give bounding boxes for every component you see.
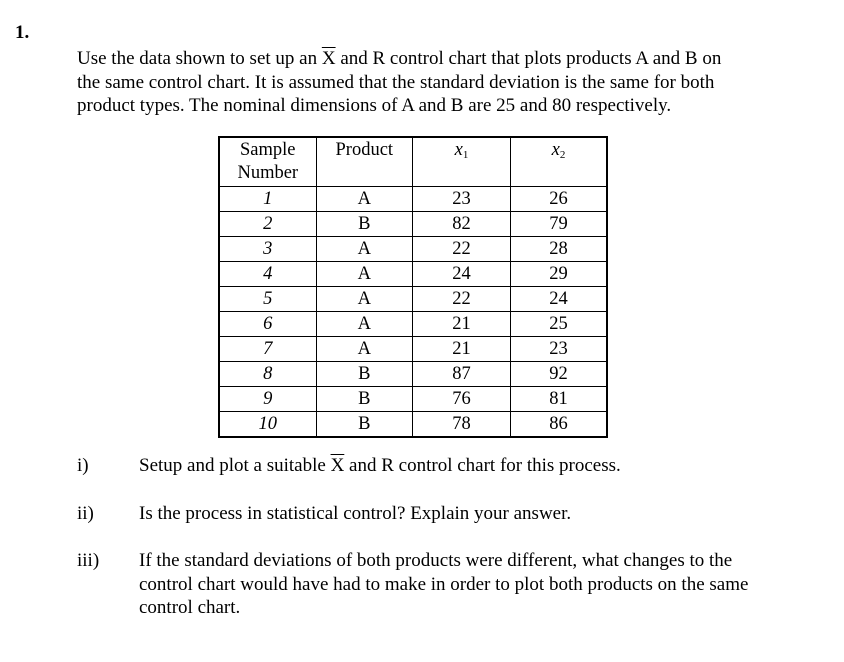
question-number: 1. <box>15 22 30 43</box>
cell-x1: 22 <box>413 287 511 312</box>
x-bar-symbol: $\overline{X}$ <box>330 455 345 476</box>
cell-product: B <box>316 362 413 387</box>
header-sample-line-2: Number <box>237 163 299 183</box>
cell-x2: 25 <box>510 312 607 337</box>
header-sample-line-1: Sample <box>240 140 296 160</box>
part-iii-line-2: control chart would have had to make in order to plot both products on the same <box>139 573 749 595</box>
table-row <box>219 362 607 387</box>
cell-sample: 2 <box>219 212 316 237</box>
cell-product: A <box>316 262 413 287</box>
table-row <box>219 312 607 337</box>
cell-product: B <box>316 212 413 237</box>
cell-product: B <box>316 412 413 438</box>
header-x2 <box>510 137 607 187</box>
cell-x2: 29 <box>510 262 607 287</box>
cell-sample: 4 <box>219 262 316 287</box>
sample-data-table <box>218 136 608 438</box>
cell-x1: 22 <box>413 237 511 262</box>
header-x1-sub: 1 <box>462 149 469 161</box>
part-ii-label: ii) <box>77 503 94 524</box>
table-row <box>219 187 607 212</box>
cell-x2: 81 <box>510 387 607 412</box>
part-i-label: i) <box>77 455 89 476</box>
part-i-before: Setup and plot a suitable <box>139 455 331 476</box>
cell-sample: 5 <box>219 287 316 312</box>
header-x1-base: x <box>454 140 463 160</box>
table-row <box>219 387 607 412</box>
header-x2-sub: 2 <box>559 149 566 161</box>
header-x1 <box>413 137 511 187</box>
part-iii-line-3: control chart. <box>139 597 241 618</box>
table-row <box>219 262 607 287</box>
cell-x1: 23 <box>413 187 511 212</box>
table-row <box>219 212 607 237</box>
cell-x1: 24 <box>413 262 511 287</box>
cell-x2: 92 <box>510 362 607 387</box>
cell-x2: 86 <box>510 412 607 438</box>
cell-product: A <box>316 187 413 212</box>
cell-x1: 87 <box>413 362 511 387</box>
table-row <box>219 412 607 438</box>
cell-product: A <box>316 237 413 262</box>
part-i-text <box>139 454 819 478</box>
cell-sample: 8 <box>219 362 316 387</box>
intro-line-1 <box>77 47 817 71</box>
cell-x1: 21 <box>413 337 511 362</box>
cell-x1: 21 <box>413 312 511 337</box>
table-header-row <box>219 137 607 187</box>
part-iii-line-1: If the standard deviations of both products were different, what changes to the <box>139 550 733 571</box>
cell-x1: 78 <box>413 412 511 438</box>
cell-x1: 76 <box>413 387 511 412</box>
header-x2-base: x <box>551 140 560 160</box>
cell-x2: 28 <box>510 237 607 262</box>
intro-line-2: the same control chart. It is assumed that the standard deviation is the same for both <box>77 71 715 93</box>
cell-sample: 1 <box>219 187 316 212</box>
part-ii-text: Is the process in statistical control? Explain your answer. <box>139 503 572 524</box>
intro-line-1-after: and R control chart that plots products A and B on <box>335 48 722 69</box>
table-row <box>219 287 607 312</box>
cell-sample: 10 <box>219 412 316 438</box>
cell-x1: 82 <box>413 212 511 237</box>
cell-product: A <box>316 312 413 337</box>
header-sample-number <box>219 137 316 187</box>
part-i-after: and R control chart for this process. <box>344 455 621 476</box>
cell-x2: 23 <box>510 337 607 362</box>
cell-x2: 26 <box>510 187 607 212</box>
cell-x2: 24 <box>510 287 607 312</box>
cell-sample: 7 <box>219 337 316 362</box>
cell-sample: 9 <box>219 387 316 412</box>
cell-product: B <box>316 387 413 412</box>
cell-product: A <box>316 337 413 362</box>
cell-sample: 3 <box>219 237 316 262</box>
cell-product: A <box>316 287 413 312</box>
header-product: Product <box>316 137 413 187</box>
cell-x2: 79 <box>510 212 607 237</box>
question-intro <box>77 47 817 118</box>
intro-line-1-before: Use the data shown to set up an <box>77 48 322 69</box>
part-iii-label: iii) <box>77 550 100 571</box>
cell-sample: 6 <box>219 312 316 337</box>
part-iii-text <box>139 549 819 620</box>
x-bar-symbol: $\overline{X}$ <box>321 48 336 69</box>
intro-line-3: product types. The nominal dimensions of A and B are 25 and 80 respectively. <box>77 95 672 116</box>
table-row <box>219 337 607 362</box>
table-row <box>219 237 607 262</box>
